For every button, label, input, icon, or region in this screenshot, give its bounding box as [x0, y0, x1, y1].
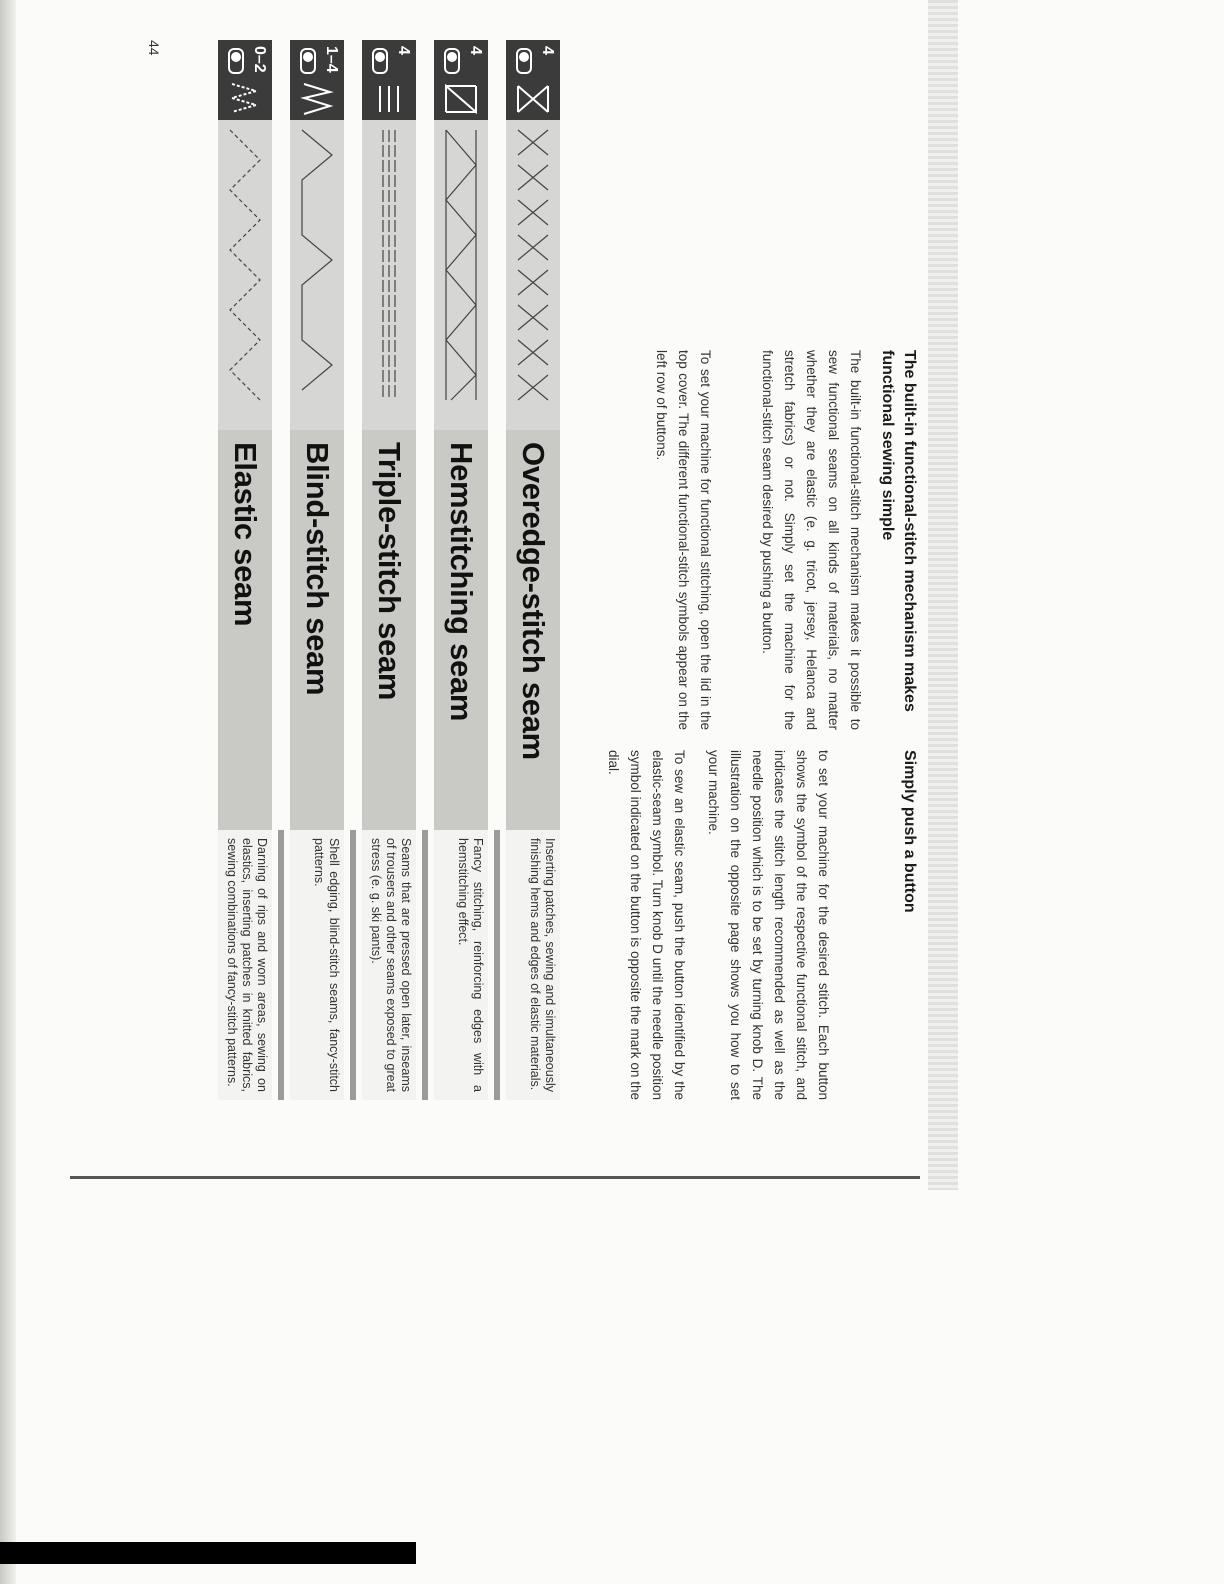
knob-value: 4	[539, 46, 556, 55]
manual-page	[120, 40, 920, 1170]
left-paragraph-1: The built-in functional-stitch mechanism makes it possible to sew functional seams on all kinds of materials, no matter whether they are elastic (e. g. tricot, jersey, Helanca and stretch fabrics) or not. Simply set the machine for the functional-stitch seam desired by pushing a button.	[760, 350, 863, 730]
pattern-cell	[218, 120, 272, 430]
triple-symbol-icon	[368, 82, 410, 116]
hemstitch-pattern-icon	[441, 125, 481, 425]
pattern-cell	[506, 120, 560, 430]
stitch-description: Inserting patches, sewing and simultaneously finishing hems and edges of elastic materials.	[506, 830, 560, 1100]
overedge-symbol-icon	[512, 82, 554, 116]
elastic-pattern-icon	[225, 125, 265, 425]
row-divider	[494, 830, 500, 1100]
stitch-row-elastic	[218, 40, 272, 1100]
row-divider	[422, 830, 428, 1100]
scan-edge-right	[928, 0, 958, 1190]
pattern-cell	[434, 120, 488, 430]
stitch-row-triple	[362, 40, 416, 1100]
right-paragraph-1: to set your machine for the desired stitch. Each button shows the symbol of the respective functional stitch, and indicates the stitch length recommended as well as the needle position which is to be set by turning knob D. The illustration on the opposite page shows you how to set your machine.	[706, 750, 831, 1100]
stitch-row-hemstitch	[434, 40, 488, 1100]
blind-symbol-icon	[296, 82, 338, 116]
toggle-icon	[300, 48, 316, 74]
page-fold-line	[70, 1176, 920, 1179]
knob-value: 4	[467, 46, 484, 55]
stitch-description: Fancy stitching, reinforcing edges with a hemstitching effect.	[434, 830, 488, 1100]
knob-cell	[290, 40, 344, 120]
stitch-table	[168, 40, 560, 1100]
left-paragraph-2: To set your machine for functional stitching, open the lid in the top cover. The different functional-stitch symbols appear on the left row of buttons.	[654, 350, 713, 730]
stitch-name: Blind-stitch seam	[290, 430, 344, 830]
stitch-description: Shell edging, blind-stitch seams, fancy-stitch patterns.	[290, 830, 344, 1100]
row-divider	[278, 830, 284, 1100]
stitch-name: Triple-stitch seam	[362, 430, 416, 830]
stitch-row-blind	[290, 40, 344, 1100]
pattern-cell	[290, 120, 344, 430]
left-heading: The built-in functional-stitch mechanism makes functional sewing simple	[879, 350, 918, 712]
knob-cell	[506, 40, 560, 120]
knob-cell	[218, 40, 272, 120]
knob-value: 4	[395, 46, 412, 55]
right-heading: Simply push a button	[901, 750, 918, 913]
stitch-name: Elastic seam	[218, 430, 272, 830]
knob-value: 1–4	[323, 46, 340, 73]
stitch-description: Seams that are pressed open later, inseams of trousers and other seams exposed to great stress (e. g. ski pants).	[362, 830, 416, 1100]
overedge-pattern-icon	[513, 125, 553, 425]
toggle-icon	[372, 48, 388, 74]
toggle-icon	[444, 48, 460, 74]
stitch-row-overedge	[506, 40, 560, 1100]
right-paragraph-2: To sew an elastic seam, push the button identified by the elastic-seam symbol. Turn knob D until the needle position symbol indicated on the button is opposite the mark on the dial.	[606, 750, 687, 1100]
stitch-name: Overedge-stitch seam	[506, 430, 560, 830]
toggle-icon	[516, 48, 532, 74]
toggle-icon	[228, 48, 244, 74]
hemstitch-symbol-icon	[440, 82, 482, 116]
pattern-cell	[362, 120, 416, 430]
right-column	[590, 750, 920, 1100]
knob-cell	[434, 40, 488, 120]
blind-pattern-icon	[297, 125, 337, 425]
elastic-symbol-icon	[224, 82, 266, 116]
row-divider	[350, 830, 356, 1100]
triple-pattern-icon	[369, 125, 409, 425]
left-column	[638, 350, 920, 730]
knob-cell	[362, 40, 416, 120]
stitch-description: Darning of rips and worn areas, sewing on elastics, inserting patches in knitted fabrics, sewing combinations of fancy-stitch patterns.	[218, 830, 272, 1100]
stitch-name: Hemstitching seam	[434, 430, 488, 830]
scan-black-bar	[0, 1542, 416, 1564]
page-number: 44	[146, 40, 162, 56]
knob-value: 0–2	[251, 46, 268, 73]
scan-edge-left	[0, 0, 16, 1584]
